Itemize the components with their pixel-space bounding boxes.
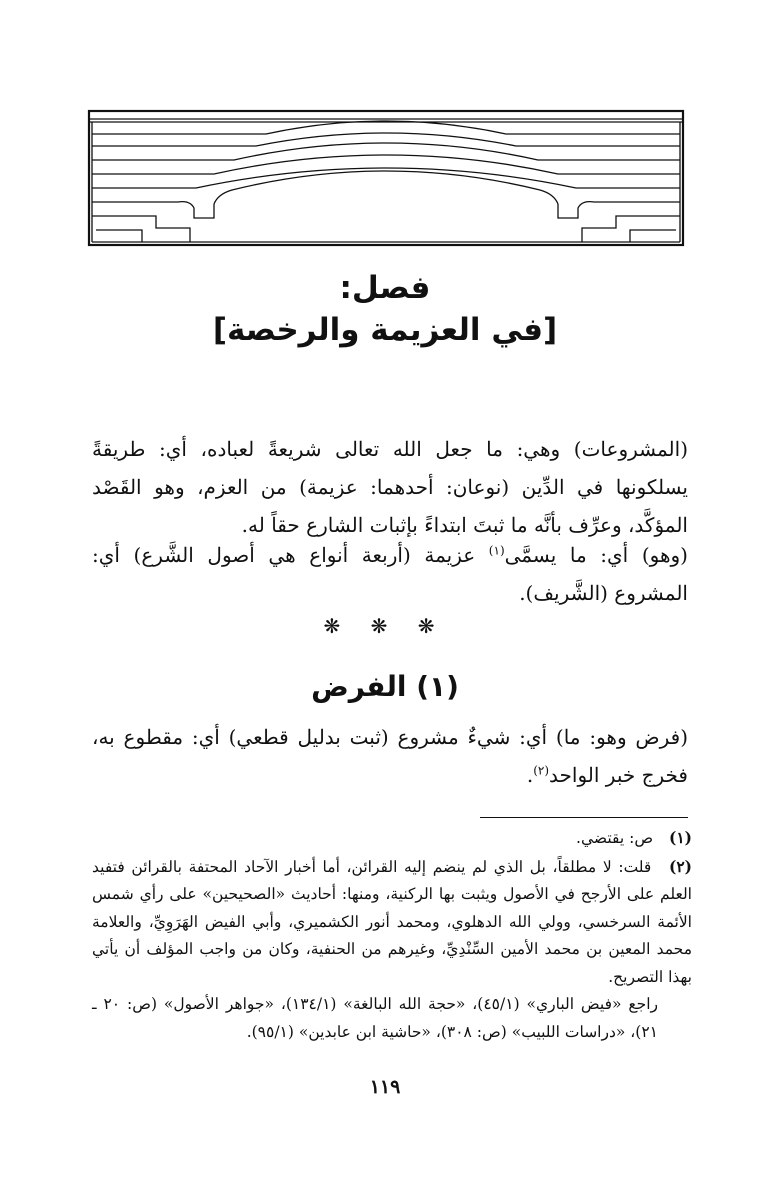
footnote-continuation <box>92 991 692 1046</box>
paragraph-text: عزيمة (أربعة أنواع هي أصول الشَّرع) أي: المشروع (الشَّريف). <box>92 543 688 605</box>
footnote-text: ص: يقتضي. <box>576 829 654 847</box>
footnote-divider <box>480 817 688 818</box>
footnote <box>92 853 692 992</box>
paragraph: (المشروعات) وهي: ما جعل الله تعالى شريعةً لعباده، أي: طريقةً يسلكونها في الدِّين (نوعان: أحدهما: عزيمة) من العزم، وهو القَصْد المؤكَّد، وعرِّف بأنَّه ما ثبتَ ابتداءً بإثبات الشارع حقاً له. <box>92 437 688 537</box>
footnote <box>92 824 692 853</box>
footnote-text: قلت: لا مطلقاً، بل الذي لم ينضم إليه القرائن، أما أخبار الآحاد المحتفة بالقرائن فتفيد العلم على الأرجح في الأصول ويثبت بها الركنية، ومنها: أحاديث «الصحيحين» على رأي شمس الأئمة السرخسي، وولي الله الدهلوي، ومحمد أنور الكشميري، وأبي الفيض الهَرَوِيِّ، والعلامة محمد المعين بن محمد الأمين السِّنْدِيِّ، وغيرهم من الحنفية، وكان من واجب المؤلف أن يأتي بهذا التصريح. <box>92 857 692 986</box>
page-number: ١١٩ <box>369 1076 401 1098</box>
footnote-number: (١) <box>668 828 692 847</box>
footnote-text: راجع «فيض الباري» (٤٥/١)، «حجة الله البالغة» (١٣٤/١)، «جواهر الأصول» (ص: ٢٠ ـ ٢١)، «دراسات اللبيب» (ص: ٣٠٨)، «حاشية ابن عابدين» (٩٥/١). <box>92 995 658 1041</box>
paragraph-text: . <box>526 763 534 787</box>
footnote-ref: (٢) <box>533 763 550 778</box>
section-title: (١) الفرض <box>311 670 459 703</box>
chapter-title: [في العزيمة والرخصة] <box>212 312 558 348</box>
paragraph-text: (وهو) أي: ما يسمَّى <box>504 543 688 567</box>
chapter-label: فصل: <box>339 270 431 306</box>
section-separator: ❋ ❋ ❋ <box>323 614 447 638</box>
footnotes <box>92 824 692 1046</box>
arch-ornament <box>86 108 686 248</box>
paragraph <box>92 718 688 794</box>
paragraph <box>92 536 688 612</box>
footnote-ref: (١) <box>488 543 505 558</box>
footnote-number: (٢) <box>669 856 693 876</box>
paragraph-text: (فرض وهو: ما) أي: شيءٌ مشروع (ثبت بدليل قطعي) أي: مقطوع به، فخرج خبر الواحد <box>92 725 688 787</box>
